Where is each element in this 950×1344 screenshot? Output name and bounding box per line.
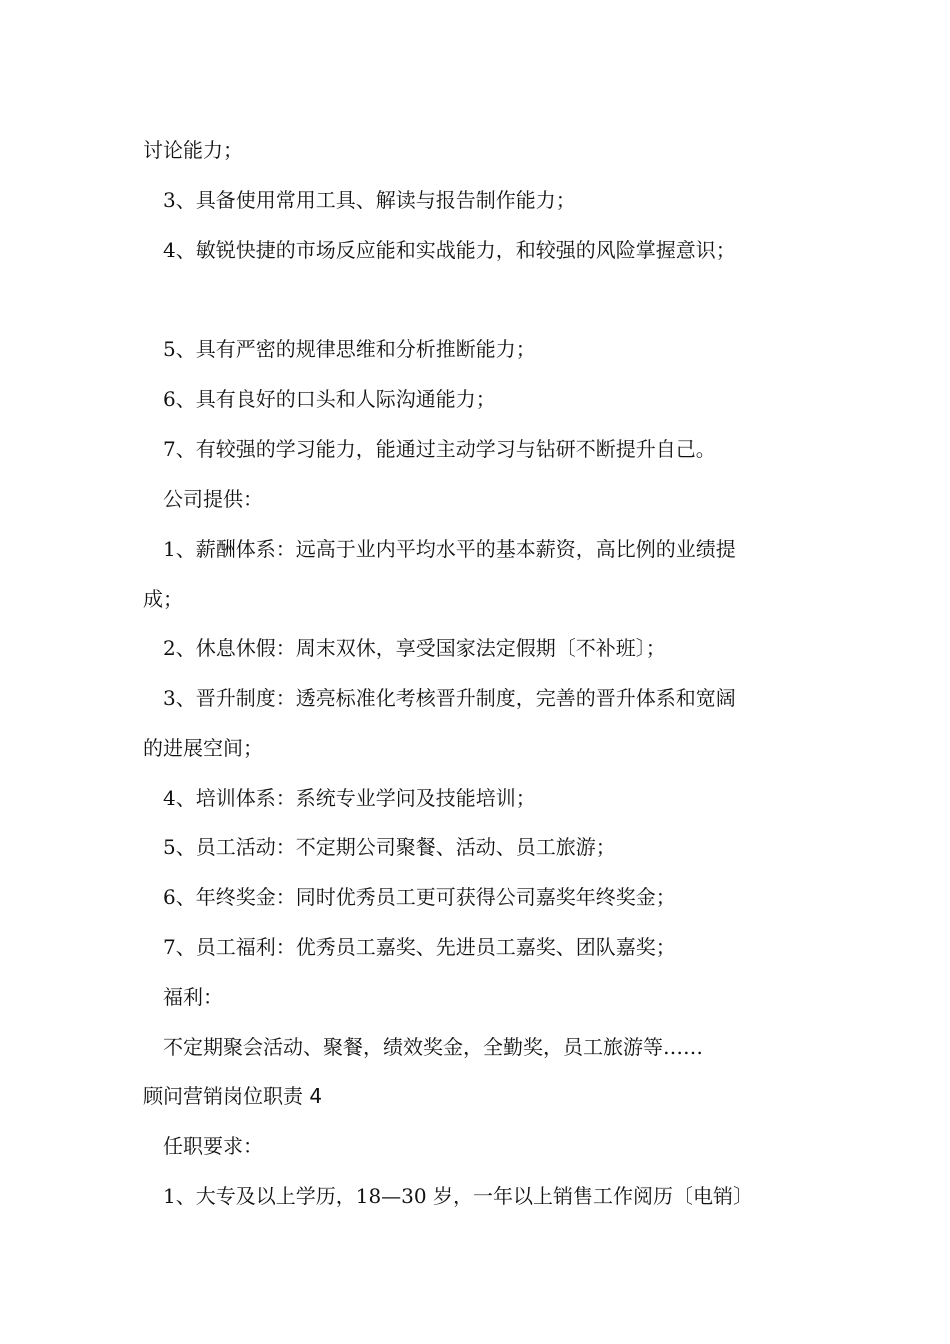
section-heading: 顾问营销岗位职责 4: [143, 1084, 323, 1108]
text-line: 3、晋升制度：透亮标准化考核晋升制度，完善的晋升体系和宽阔: [163, 686, 736, 710]
text-line: 7、员工福利：优秀员工嘉奖、先进员工嘉奖、团队嘉奖；: [163, 935, 676, 959]
text-line: 福利：: [163, 985, 223, 1009]
text-line: 的进展空间；: [143, 736, 263, 760]
text-line: 4、敏锐快捷的市场反应能和实战能力，和较强的风险掌握意识；: [163, 238, 736, 262]
text-line: 5、员工活动：不定期公司聚餐、活动、员工旅游；: [163, 835, 616, 859]
text-line: 公司提供：: [163, 487, 263, 511]
text-line: 3、具备使用常用工具、解读与报告制作能力；: [163, 188, 576, 212]
text-line: 任职要求：: [163, 1134, 263, 1158]
text-line: 1、薪酬体系：远高于业内平均水平的基本薪资，高比例的业绩提: [163, 537, 736, 561]
text-line: 4、培训体系：系统专业学问及技能培训；: [163, 786, 536, 810]
text-line: 5、具有严密的规律思维和分析推断能力；: [163, 337, 536, 361]
text-line: 讨论能力；: [143, 138, 243, 162]
text-line: 成；: [143, 587, 183, 611]
text-line: 不定期聚会活动、聚餐，绩效奖金，全勤奖，员工旅游等……: [163, 1035, 703, 1059]
text-line: 6、年终奖金：同时优秀员工更可获得公司嘉奖年终奖金；: [163, 885, 676, 909]
text-line: 1、大专及以上学历，18—30 岁，一年以上销售工作阅历〔电销〕: [163, 1184, 753, 1208]
text-line: 2、休息休假：周末双休，享受国家法定假期〔不补班〕；: [163, 636, 666, 660]
text-line: 6、具有良好的口头和人际沟通能力；: [163, 387, 496, 411]
text-line: 7、有较强的学习能力，能通过主动学习与钻研不断提升自己。: [163, 437, 716, 461]
